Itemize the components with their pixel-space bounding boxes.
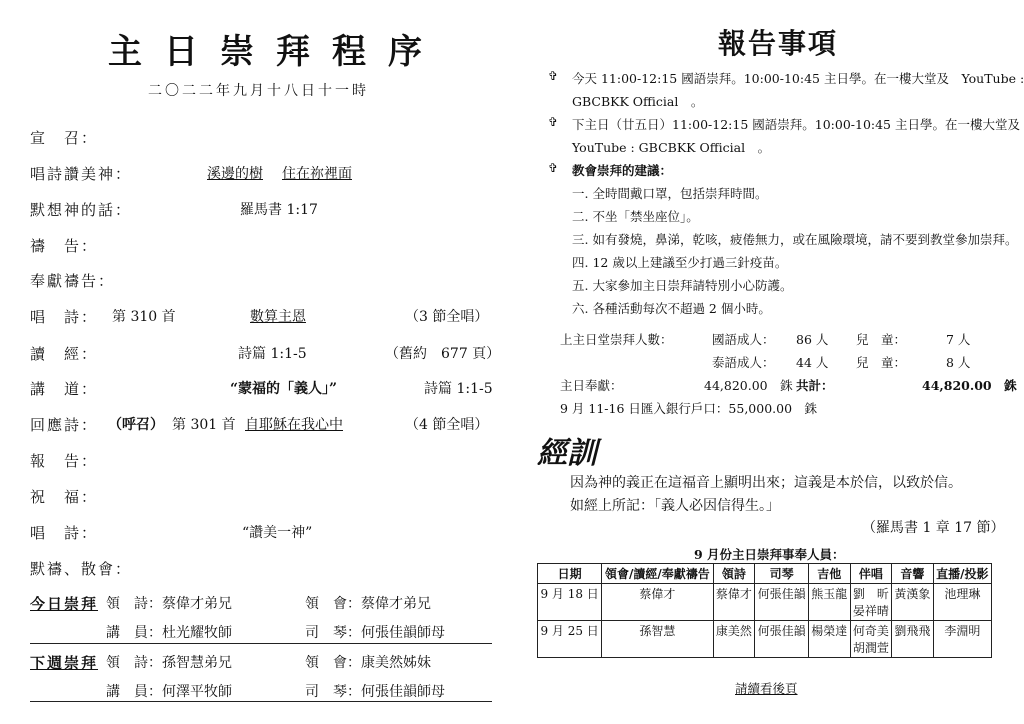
schedule-header: 領詩 [713,564,755,584]
verse-line: 如經上所記：「義人必因信得生。」 [570,498,780,514]
schedule-header-row [538,564,992,584]
suggestion-item: 五. 大家參加主日崇拜請特別小心防護。 [572,278,793,293]
closing-label: 默禱、散會： [30,560,133,578]
hymn1-label: 唱 詩： [30,308,99,326]
reading-label: 讀 經： [30,345,99,363]
cross-icon: ✞ [548,161,559,175]
praise-song-1: 溪邊的樹 [207,166,263,182]
announcement-line: GBCBKK Official 。 [572,94,704,109]
cross-icon: ✞ [548,115,559,129]
schedule-cell: 楊榮達 [808,621,850,658]
child-label: 兒 童： [856,332,907,347]
meditate-label: 默想神的話： [30,201,133,219]
child-count: 7 人 [946,332,971,347]
hymn1-title: 數算主恩 [250,309,306,325]
suggestion-item: 六. 各種活動每次不超過 2 個小時。 [572,301,771,316]
page-title: 主日崇拜程序 [108,32,444,72]
schedule-header: 領會/讀經/奉獻禱告 [602,564,713,584]
mandarin-adult-label: 國語成人： [712,332,775,347]
schedule-cell: 孫智慧 [602,621,713,658]
schedule-header: 伴唱 [850,564,892,584]
cross-icon: ✞ [548,69,559,83]
hymn2-label: 唱 詩： [30,524,99,542]
schedule-header: 日期 [538,564,602,584]
announcement-line: YouTube : GBCBKK Official 。 [572,140,771,155]
this-week-worship-leader: 領 詩：蔡偉才弟兄 [106,596,232,612]
suggestion-item: 四. 12 歲以上建議至少打過三針疫苗。 [572,255,788,270]
thai-adult-count: 44 人 [796,355,829,370]
offering-total-label: 共計： [796,378,834,393]
sermon-title: “蒙福的「義人」” [230,381,338,397]
thai-adult-label: 泰語成人： [712,355,775,370]
hymn2-title: “讚美一神” [242,525,313,541]
motto-title: 經訓 [537,436,597,471]
next-week-service-leader: 領 會：康美然姊妹 [305,655,431,671]
suggestions-heading: 教會崇拜的建議： [572,163,673,178]
response-title: 自耶穌在我心中 [245,417,343,433]
schedule-cell: 池理琳 [933,584,991,621]
mandarin-adult-count: 86 人 [796,332,829,347]
schedule-header: 直播/投影 [933,564,991,584]
table-row [538,584,992,621]
schedule-header: 司琴 [755,564,809,584]
announcement-line: 今天 11:00-12:15 國語崇拜。10:00-10:45 主日學。在一樓大堂及 YouTube : [572,71,1024,86]
schedule-cell: 康美然 [713,621,755,658]
schedule-cell: 9 月 18 日 [538,584,602,621]
service-date: 二〇二二年九月十八日十一時 [148,83,369,99]
offering-prayer-label: 奉獻禱告： [30,272,116,290]
schedule-cell: 熊玉龍 [808,584,850,621]
child-label: 兒 童： [856,355,907,370]
schedule-cell: 蔡偉才 [713,584,755,621]
response-label: 回應詩： [30,416,99,434]
schedule-header: 吉他 [808,564,850,584]
announcements-title: 報告事項 [718,27,839,60]
sermon-ref: 詩篇 1:1-5 [424,381,493,397]
next-week-speaker: 講 員：何澤平牧師 [106,684,232,700]
hymn1-note: （3 節全唱） [405,309,489,325]
response-note: （4 節全唱） [405,417,489,433]
divider [30,701,492,702]
schedule-cell: 何奇美 胡潤萱 [850,621,892,658]
continue-note: 請續看後頁 [735,681,798,696]
prayer-label: 禱 告： [30,237,99,255]
this-week-service-leader: 領 會：蔡偉才弟兄 [305,596,431,612]
schedule-cell: 何張佳韻 [755,621,809,658]
attendance-label: 上主日堂崇拜人數： [560,332,673,347]
suggestion-item: 一. 全時間戴口罩，包括崇拜時間。 [572,186,768,201]
offering-amount: 44,820.00 銖 [704,378,793,393]
next-week-pianist: 司 琴：何張佳韻師母 [305,684,445,700]
this-week-pianist: 司 琴：何張佳韻師母 [305,625,445,641]
table-row [538,621,992,658]
schedule-title: 9 月份主日崇拜事奉人員： [694,547,845,562]
next-week-heading: 下週崇拜 [30,654,99,672]
blessing-label: 祝 福： [30,488,99,506]
offering-label: 主日奉獻： [560,378,623,393]
schedule-cell: 黃漢象 [892,584,934,621]
offering-total: 44,820.00 銖 [922,378,1017,393]
sermon-label: 講 道： [30,380,99,398]
schedule-cell: 何張佳韻 [755,584,809,621]
this-week-speaker: 講 員：杜光耀牧師 [106,625,232,641]
divider [30,643,492,644]
this-week-heading: 今日崇拜 [30,595,99,613]
schedule-table [537,563,992,658]
schedule-cell: 劉 昕 晏祥晴 [850,584,892,621]
praise-song-2: 住在祢裡面 [282,166,352,182]
verse-reference: （羅馬書 1 章 17 節） [862,520,1005,536]
reading-page: （舊約 677 頁） [385,346,501,362]
meditate-ref: 羅馬書 1:17 [240,202,318,218]
bank-deposit: 9 月 11-16 日匯入銀行戶口：55,000.00 銖 [560,401,818,416]
suggestion-item: 三. 如有發燒，鼻涕，乾咳，疲倦無力，或在風險環境，請不要到教堂參加崇拜。 [572,232,1018,247]
hymn1-number: 第 310 首 [112,309,176,325]
child-count: 8 人 [946,355,971,370]
suggestion-item: 二. 不坐「禁坐座位」。 [572,209,699,224]
reading-ref: 詩篇 1:1-5 [238,346,307,362]
announcement-line: 下主日（廿五日）11:00-12:15 國語崇拜。10:00-10:45 主日學。在一樓大堂及 [572,117,1020,132]
schedule-cell: 9 月 25 日 [538,621,602,658]
call-label: 宣 召： [30,129,99,147]
response-number: 第 301 首 [172,417,236,433]
schedule-cell: 劉飛飛 [892,621,934,658]
response-kind: （呼召） [108,417,164,433]
schedule-cell: 李淵明 [933,621,991,658]
schedule-header: 音響 [892,564,934,584]
verse-line: 因為神的義正在這福音上顯明出來；這義是本於信，以致於信。 [570,475,962,491]
report-label: 報 告： [30,452,99,470]
next-week-worship-leader: 領 詩：孫智慧弟兄 [106,655,232,671]
schedule-cell: 蔡偉才 [602,584,713,621]
praise-label: 唱詩讚美神： [30,165,133,183]
